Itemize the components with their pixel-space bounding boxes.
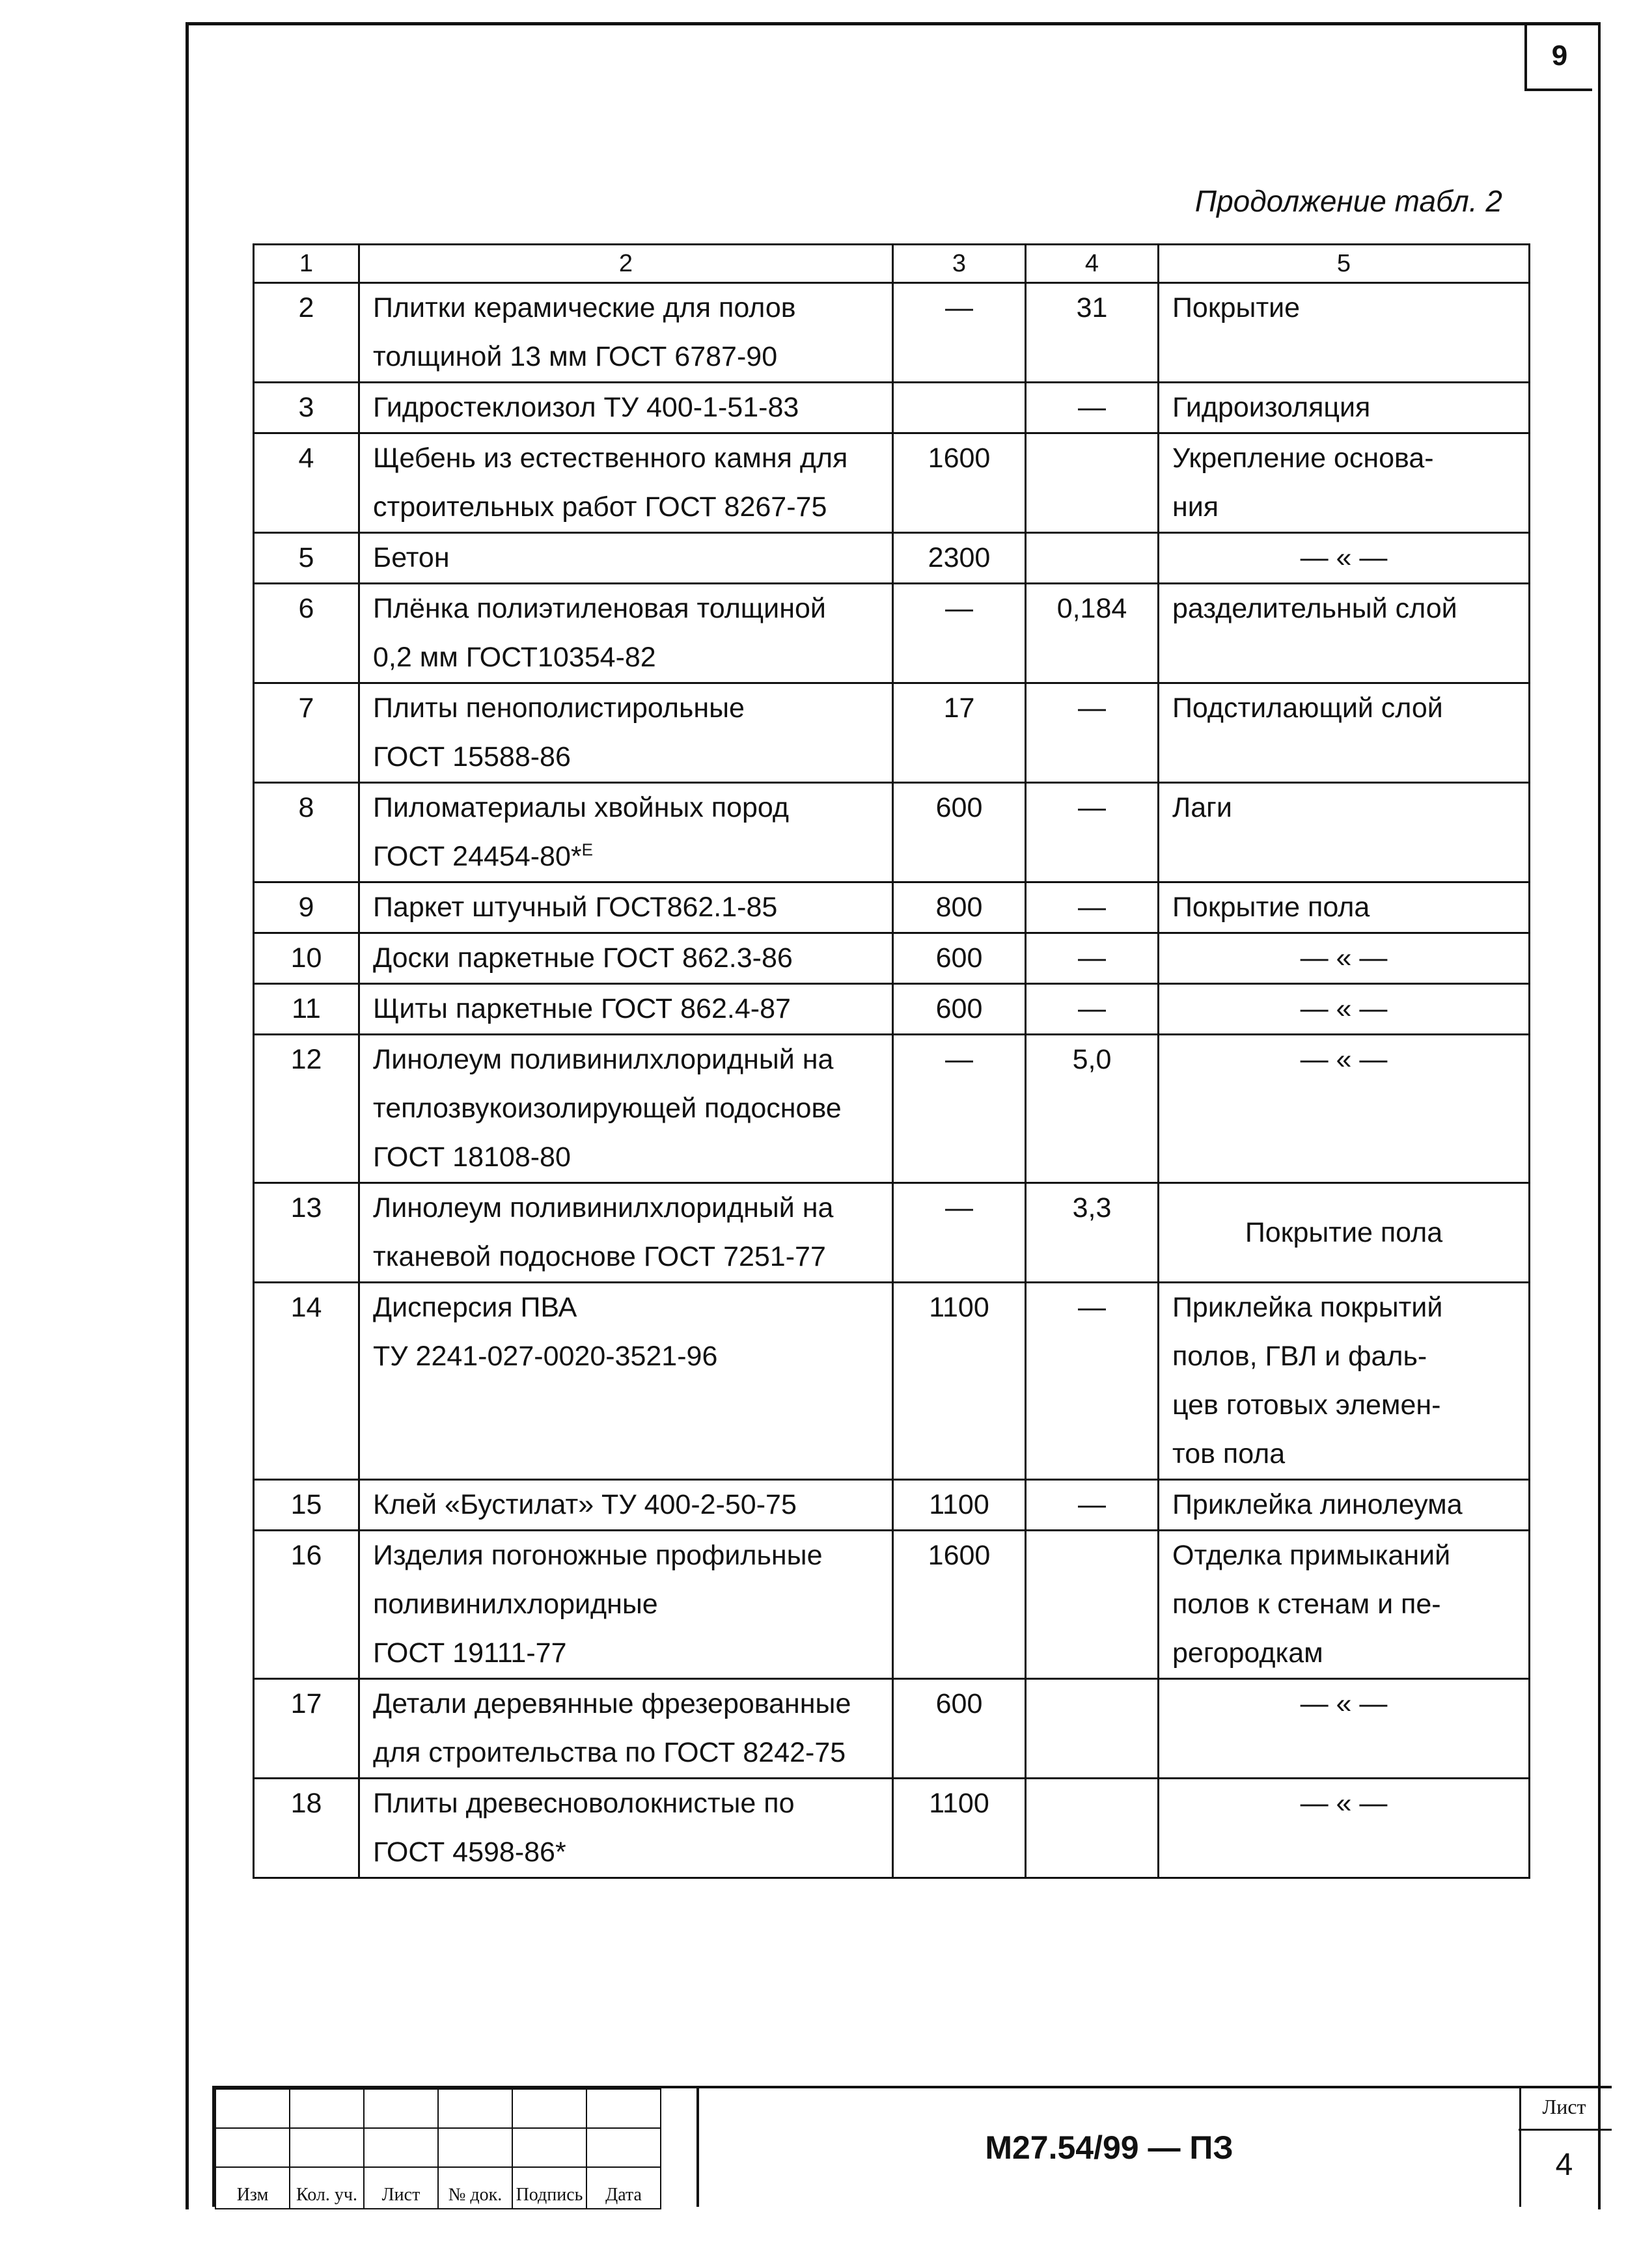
purpose: Укрепление основа- ния — [1159, 433, 1530, 533]
thickness: 0,184 — [1026, 584, 1159, 683]
purpose: Приклейка покрытий полов, ГВЛ и фаль- цев готовых элемен- тов пола — [1159, 1283, 1530, 1480]
density: 800 — [893, 882, 1026, 933]
table-caption: Продолжение табл. 2 — [1194, 184, 1502, 218]
material-name: Плиты пенополистирольные ГОСТ 15588-86 — [359, 683, 893, 783]
row-number: 17 — [254, 1679, 359, 1779]
row-number: 14 — [254, 1283, 359, 1480]
table-row — [254, 283, 1530, 383]
material-name: Дисперсия ПВА ТУ 2241-027-0020-3521-96 — [359, 1283, 893, 1480]
thickness: — — [1026, 383, 1159, 433]
purpose-ditto: — « — — [1159, 1779, 1530, 1878]
revision-grid — [215, 2088, 661, 2209]
thickness — [1026, 1531, 1159, 1679]
superscript-e: Е — [581, 840, 593, 860]
density: 1600 — [893, 433, 1026, 533]
table-row — [254, 1679, 1530, 1779]
table-row — [254, 882, 1530, 933]
thickness: — — [1026, 1480, 1159, 1531]
row-number: 15 — [254, 1480, 359, 1531]
material-name: Плитки керамические для полов толщиной 13 мм ГОСТ 6787-90 — [359, 283, 893, 383]
table-row — [254, 383, 1530, 433]
table-row — [254, 433, 1530, 533]
col-header: 3 — [893, 245, 1026, 283]
density: — — [893, 1035, 1026, 1183]
sheet-number: 4 — [1555, 2148, 1573, 2182]
thickness — [1026, 433, 1159, 533]
title-block — [212, 2086, 1612, 2207]
density: 1100 — [893, 1283, 1026, 1480]
thickness: 31 — [1026, 283, 1159, 383]
col-header: 1 — [254, 245, 359, 283]
density: 600 — [893, 1679, 1026, 1779]
material-name: Гидростеклоизол ТУ 400-1-51-83 — [359, 383, 893, 433]
page-number: 9 — [1524, 23, 1592, 91]
row-number: 6 — [254, 584, 359, 683]
purpose: разделительный слой — [1159, 584, 1530, 683]
density — [893, 383, 1026, 433]
table-row — [254, 1480, 1530, 1531]
density: 600 — [893, 783, 1026, 882]
label-kol-uch: Кол. уч. — [290, 2167, 364, 2209]
density: 17 — [893, 683, 1026, 783]
density: — — [893, 283, 1026, 383]
density: 1100 — [893, 1480, 1026, 1531]
thickness: — — [1026, 683, 1159, 783]
col-header: 4 — [1026, 245, 1159, 283]
density: 1100 — [893, 1779, 1026, 1878]
row-number: 9 — [254, 882, 359, 933]
materials-table — [253, 243, 1530, 1879]
row-number: 3 — [254, 383, 359, 433]
material-name: Пиломатериалы хвойных пород ГОСТ 24454-80*$^Е$ — [359, 783, 893, 882]
density: 1600 — [893, 1531, 1026, 1679]
label-doc-number: № док. — [438, 2167, 512, 2209]
thickness — [1026, 533, 1159, 584]
thickness: — — [1026, 933, 1159, 984]
table-row — [254, 783, 1530, 882]
material-name: Детали деревянные фрезерованные для строительства по ГОСТ 8242-75 — [359, 1679, 893, 1779]
thickness — [1026, 1779, 1159, 1878]
table-header-row — [254, 245, 1530, 283]
purpose: Отделка примыканий полов к стенам и пе- регородкам — [1159, 1531, 1530, 1679]
table-row — [254, 1283, 1530, 1480]
table-row — [254, 1531, 1530, 1679]
material-name: Щиты паркетные ГОСТ 862.4-87 — [359, 984, 893, 1035]
row-number: 8 — [254, 783, 359, 882]
purpose-ditto: — « — — [1159, 1035, 1530, 1183]
label-list: Лист — [364, 2167, 438, 2209]
row-number: 11 — [254, 984, 359, 1035]
material-name: Щебень из естественного камня для строительных работ ГОСТ 8267-75 — [359, 433, 893, 533]
material-name: Клей «Бустилат» ТУ 400-2-50-75 — [359, 1480, 893, 1531]
purpose-ditto: — « — — [1159, 984, 1530, 1035]
purpose: Покрытие пола — [1159, 882, 1530, 933]
purpose-ditto: — « — — [1159, 933, 1530, 984]
density: — — [893, 1183, 1026, 1283]
material-name: Изделия погоножные профильные поливинилхлоридные ГОСТ 19111-77 — [359, 1531, 893, 1679]
table-row — [254, 1779, 1530, 1878]
thickness: 3,3 — [1026, 1183, 1159, 1283]
purpose: Покрытие пола — [1159, 1183, 1530, 1283]
row-number: 10 — [254, 933, 359, 984]
density: 2300 — [893, 533, 1026, 584]
material-name: Плёнка полиэтиленовая толщиной 0,2 мм ГОСТ10354-82 — [359, 584, 893, 683]
purpose-ditto: — « — — [1159, 533, 1530, 584]
sheet-divider — [1519, 2129, 1612, 2131]
table-row — [254, 584, 1530, 683]
purpose: Лаги — [1159, 783, 1530, 882]
material-name: Линолеум поливинилхлоридный на теплозвукоизолирующей подоснове ГОСТ 18108-80 — [359, 1035, 893, 1183]
thickness: — — [1026, 984, 1159, 1035]
col-header: 5 — [1159, 245, 1530, 283]
sheet-label: Лист — [1542, 2095, 1586, 2118]
row-number: 18 — [254, 1779, 359, 1878]
table-row — [254, 533, 1530, 584]
label-date: Дата — [586, 2167, 661, 2209]
purpose: Подстилающий слой — [1159, 683, 1530, 783]
table-row — [254, 1035, 1530, 1183]
thickness — [1026, 1679, 1159, 1779]
row-number: 2 — [254, 283, 359, 383]
row-number: 4 — [254, 433, 359, 533]
row-number: 7 — [254, 683, 359, 783]
thickness: — — [1026, 882, 1159, 933]
material-name: Линолеум поливинилхлоридный на тканевой подоснове ГОСТ 7251-77 — [359, 1183, 893, 1283]
row-number: 5 — [254, 533, 359, 584]
purpose: Гидроизоляция — [1159, 383, 1530, 433]
purpose: Приклейка линолеума — [1159, 1480, 1530, 1531]
purpose: Покрытие — [1159, 283, 1530, 383]
row-number: 12 — [254, 1035, 359, 1183]
thickness: 5,0 — [1026, 1035, 1159, 1183]
table-row — [254, 1183, 1530, 1283]
col-header: 2 — [359, 245, 893, 283]
table-row — [254, 683, 1530, 783]
material-name: Бетон — [359, 533, 893, 584]
density: — — [893, 584, 1026, 683]
label-izm: Изм — [215, 2167, 290, 2209]
density: 600 — [893, 984, 1026, 1035]
material-name: Плиты древесноволокнистые по ГОСТ 4598-86* — [359, 1779, 893, 1878]
density: 600 — [893, 933, 1026, 984]
material-name: Паркет штучный ГОСТ862.1-85 — [359, 882, 893, 933]
table-row — [254, 933, 1530, 984]
document-number: М27.54/99 — ПЗ — [696, 2088, 1521, 2207]
thickness: — — [1026, 1283, 1159, 1480]
row-number: 13 — [254, 1183, 359, 1283]
label-signature: Подпись — [512, 2167, 586, 2209]
purpose-ditto: — « — — [1159, 1679, 1530, 1779]
table-row — [254, 984, 1530, 1035]
material-name: Доски паркетные ГОСТ 862.3-86 — [359, 933, 893, 984]
thickness: — — [1026, 783, 1159, 882]
row-number: 16 — [254, 1531, 359, 1679]
